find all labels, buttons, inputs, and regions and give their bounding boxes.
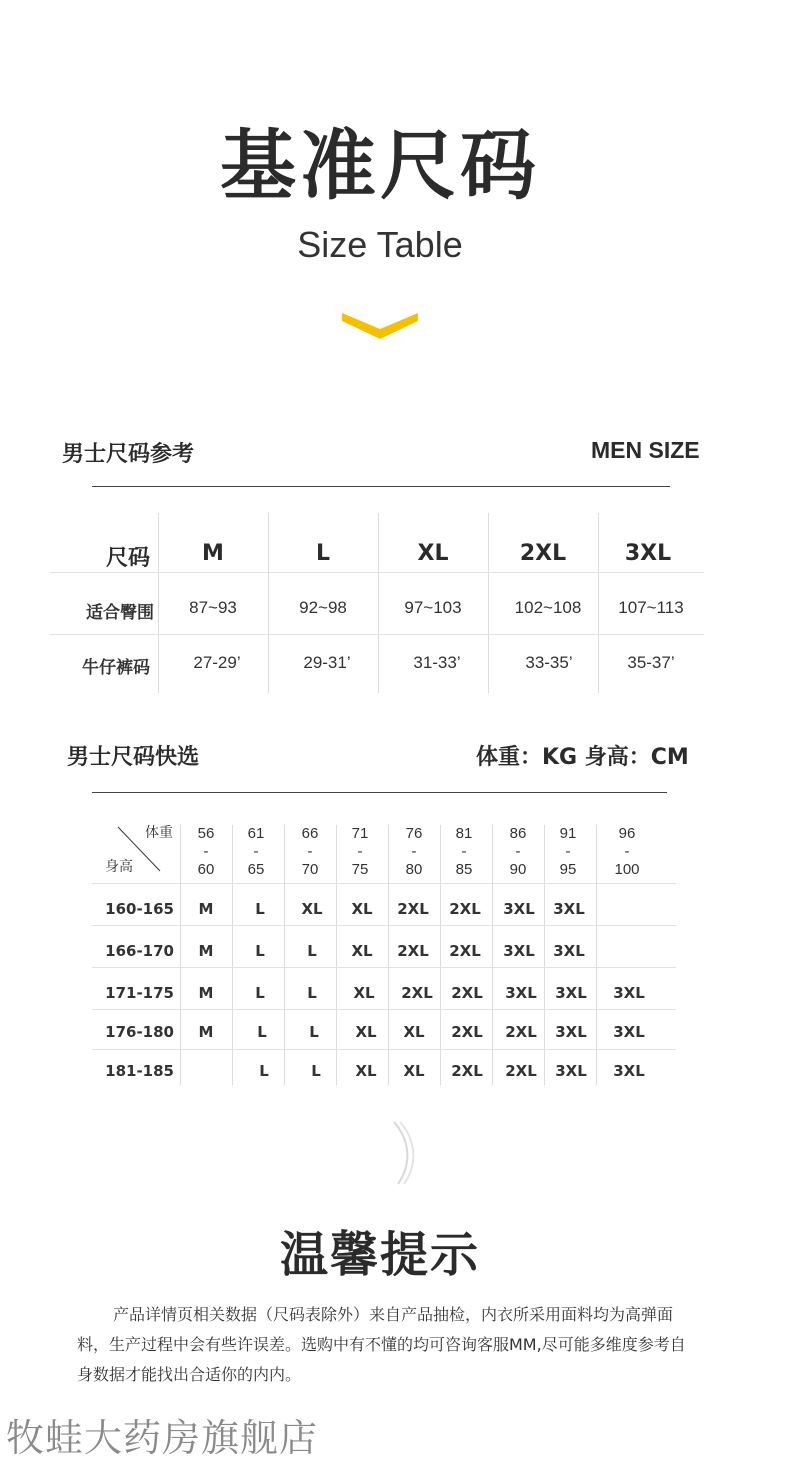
size-cell: L xyxy=(255,900,265,918)
size-cell: M xyxy=(198,942,214,960)
size-header-label: 尺码 xyxy=(105,546,150,571)
section-divider xyxy=(92,792,667,793)
chevron-down-icon xyxy=(340,305,420,343)
table-cell: 97~103 xyxy=(404,598,462,617)
size-cell: 3XL xyxy=(505,984,537,1002)
height-label: 166-170 xyxy=(105,942,174,960)
size-cell: 2XL xyxy=(505,1023,537,1041)
table-cell: 107~113 xyxy=(618,598,684,617)
table-cell: 31-33’ xyxy=(413,653,461,672)
decorative-swoosh xyxy=(388,1118,418,1188)
size-cell: L xyxy=(259,1062,269,1080)
size-cell: M xyxy=(198,984,214,1002)
size-col-2xl: 2XL xyxy=(519,541,567,566)
weight-header: 61 - 65 xyxy=(247,825,265,878)
table-cell: 87~93 xyxy=(189,598,237,617)
size-cell: L xyxy=(307,942,317,960)
size-cell: XL xyxy=(351,900,373,918)
size-col-m: M xyxy=(202,541,224,566)
weight-header: 96 - 100 xyxy=(614,825,640,878)
men-size-table xyxy=(50,513,704,693)
men-size-title-en: MEN SIZE xyxy=(591,437,700,463)
size-cell: XL xyxy=(301,900,323,918)
weight-header: 86 - 90 xyxy=(509,825,527,878)
weight-header: 66 - 70 xyxy=(301,825,319,878)
size-cell: M xyxy=(198,900,214,918)
size-cell: 2XL xyxy=(451,1062,483,1080)
size-cell: 3XL xyxy=(555,984,587,1002)
size-cell: XL xyxy=(355,1062,377,1080)
weight-header: 81 - 85 xyxy=(455,825,473,878)
size-cell: 2XL xyxy=(451,984,483,1002)
size-cell: 2XL xyxy=(449,900,481,918)
size-cell: L xyxy=(255,984,265,1002)
size-cell: 3XL xyxy=(503,942,535,960)
weight-header: 71 - 75 xyxy=(351,825,369,878)
size-cell: 2XL xyxy=(451,1023,483,1041)
height-label: 181-185 xyxy=(105,1062,174,1080)
tips-title: 温馨提示 xyxy=(279,1227,480,1283)
table-cell: 29-31’ xyxy=(303,653,351,672)
size-cell: 2XL xyxy=(449,942,481,960)
size-cell: XL xyxy=(403,1062,425,1080)
size-cell: 3XL xyxy=(503,900,535,918)
size-cell: L xyxy=(255,942,265,960)
size-cell: L xyxy=(257,1023,267,1041)
table-cell: 92~98 xyxy=(299,598,347,617)
size-cell: XL xyxy=(355,1023,377,1041)
row-label-jeans: 牛仔裤码 xyxy=(82,658,150,677)
quick-select-table xyxy=(92,815,676,1087)
corner-weight-label: 体重 xyxy=(145,824,173,840)
size-col-3xl: 3XL xyxy=(624,541,672,566)
size-cell: 2XL xyxy=(505,1062,537,1080)
height-label: 176-180 xyxy=(105,1023,174,1041)
size-cell: XL xyxy=(351,942,373,960)
size-cell: L xyxy=(307,984,317,1002)
weight-header: 56 - 60 xyxy=(197,825,215,878)
page-title: 基准尺码 xyxy=(220,121,540,210)
height-label: 160-165 xyxy=(105,900,174,918)
corner-height-label: 身高 xyxy=(105,858,133,874)
size-cell: 3XL xyxy=(553,900,585,918)
size-col-l: L xyxy=(315,541,331,566)
size-cell: 3XL xyxy=(613,984,645,1002)
table-cell: 102~108 xyxy=(514,598,582,617)
size-col-xl: XL xyxy=(417,541,449,566)
table-cell: 35-37’ xyxy=(627,653,675,672)
row-label-hip: 适合臀围 xyxy=(86,603,154,622)
size-cell: 3XL xyxy=(613,1062,645,1080)
size-cell: M xyxy=(198,1023,214,1041)
size-cell: 2XL xyxy=(397,900,429,918)
weight-header: 76 - 80 xyxy=(405,825,423,878)
size-cell: 3XL xyxy=(555,1062,587,1080)
men-size-title-cn: 男士尺码参考 xyxy=(62,442,195,467)
size-cell: XL xyxy=(353,984,375,1002)
table-cell: 33-35’ xyxy=(525,653,573,672)
height-label: 171-175 xyxy=(105,984,174,1002)
page-subtitle: Size Table xyxy=(297,224,463,265)
weight-header: 91 - 95 xyxy=(559,825,577,878)
size-cell: L xyxy=(309,1023,319,1041)
size-cell: 2XL xyxy=(401,984,433,1002)
size-cell: 2XL xyxy=(397,942,429,960)
quick-select-units: 体重：KG 身高：CM xyxy=(476,745,689,770)
size-cell: L xyxy=(311,1062,321,1080)
size-cell: XL xyxy=(403,1023,425,1041)
quick-select-title: 男士尺码快选 xyxy=(67,745,200,770)
section-divider xyxy=(92,486,670,487)
size-cell: 3XL xyxy=(553,942,585,960)
store-watermark: 牧蛙大药房旗舰店 xyxy=(6,1416,319,1460)
table-cell: 27-29’ xyxy=(193,653,241,672)
tips-text: 产品详情页相关数据（尺码表除外）来自产品抽检，内衣所采用面料均为高弹面料，生产过程中会有些许误差。选购中有不懂的均可咨询客服MM,尽可能多维度参考自身数据才能找出合适你的内内。 xyxy=(77,1305,686,1384)
size-cell: 3XL xyxy=(555,1023,587,1041)
size-cell: 3XL xyxy=(613,1023,645,1041)
